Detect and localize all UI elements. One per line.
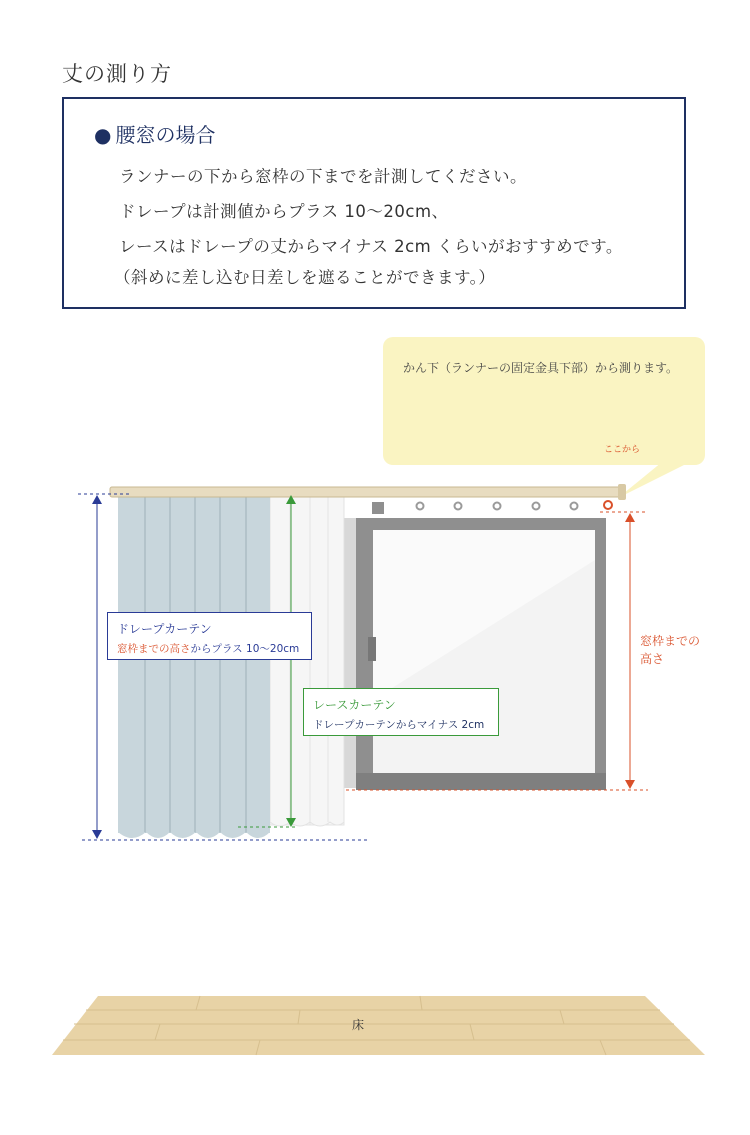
info-title-text: 腰窓の場合 [115,123,216,147]
callout-box [383,337,705,465]
info-line-3: レースはドレープの丈からマイナス 2cm くらいがおすすめです。 [119,237,623,256]
info-line-1: ランナーの下から窓枠の下までを計測してください。 [119,167,527,186]
lace-label [303,688,499,736]
window-height-label-line2: 高さ [640,652,665,666]
drape-label-sub-rest: からプラス 10〜20cm [190,643,300,655]
info-line-4: （斜めに差し込む日差しを遮ることができます。） [114,268,496,287]
callout-here-label: ここから [604,445,641,455]
floor-label: 床 [352,1018,365,1032]
callout-pointer [618,462,690,498]
callout-text: かん下（ランナーの固定金具下部）から測ります。 [403,361,679,375]
lace-label-sub: ドレープカーテンからマイナス 2cm [313,719,485,731]
drape-curtain [118,491,270,838]
drape-label-sub-red: 窓枠までの高さ [117,643,191,655]
info-line-2: ドレープは計測値からプラス 10〜20cm、 [119,202,449,221]
lace-label-title: レースカーテン [313,698,396,712]
drape-label-title: ドレープカーテン [117,622,212,636]
window-height-label [640,632,700,668]
window-height-label-line1: 窓枠までの [640,634,701,648]
window [344,502,606,790]
drape-label-sub [117,641,311,656]
page-title: 丈の測り方 [62,62,172,86]
floor [52,996,705,1055]
lace-curtain [270,495,344,826]
drape-label [107,612,312,660]
bullet-icon: ● [94,123,112,147]
